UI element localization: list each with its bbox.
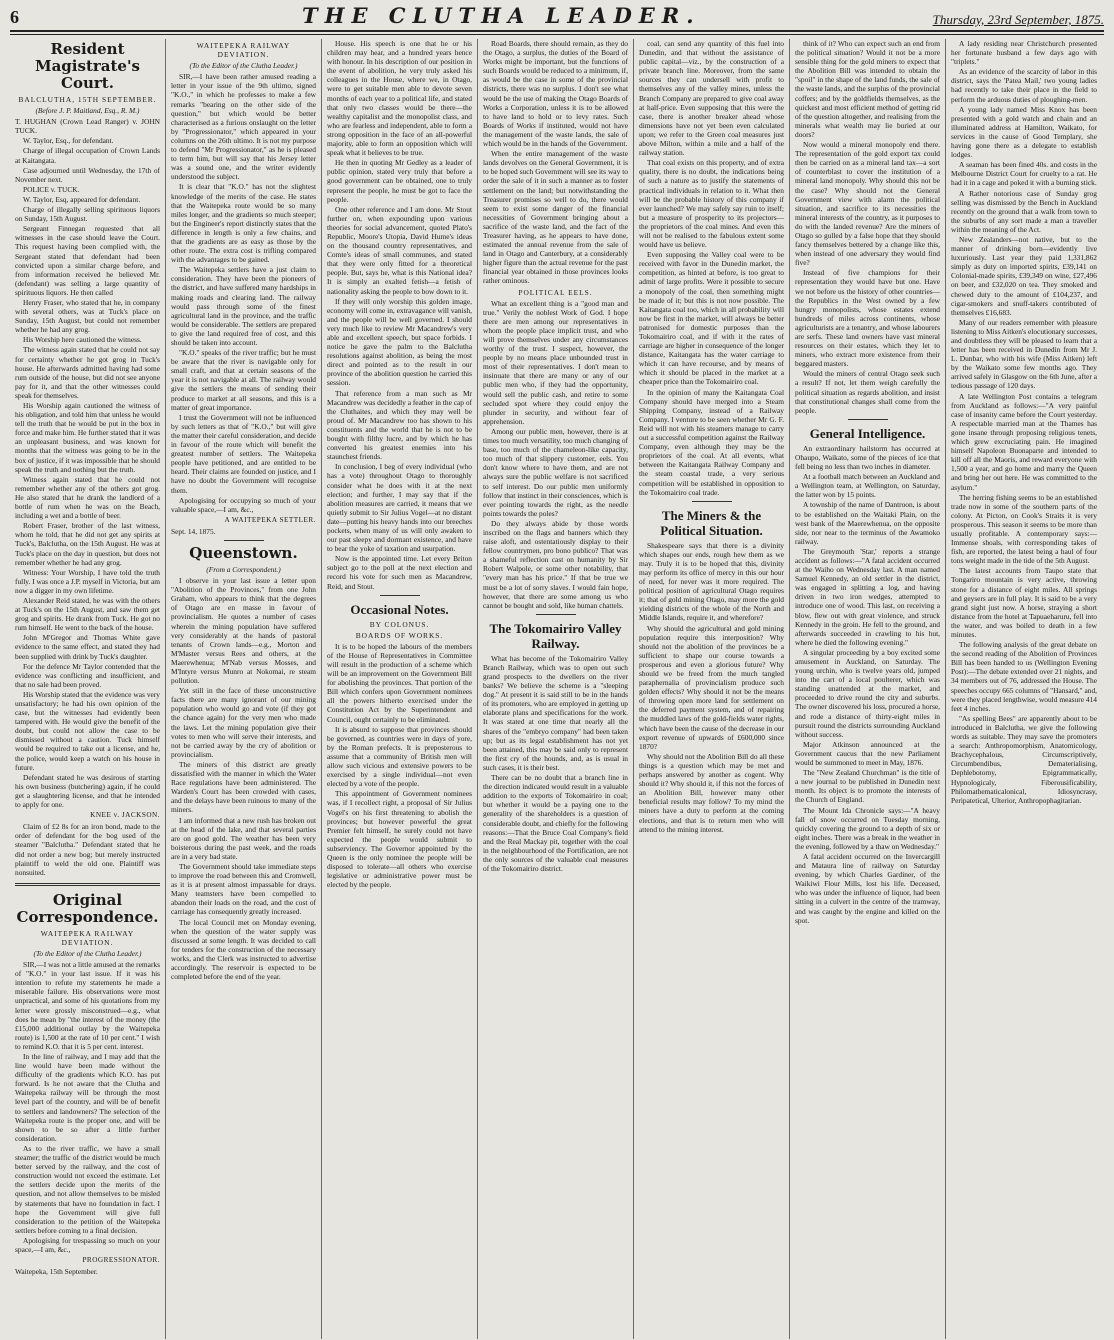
paragraph: It is absurd to suppose that provinces should be governed, as countries were in days of yore, by the Roman prefects. It is preposterous to assume that a community of British men will allow such vicious and extensive powers to be exercised by a single individual—not even elected by a vote of the people. [327,724,472,789]
speech-article-body [327,39,472,591]
miners-article-continued [795,39,940,415]
paragraph: At a football match between an Auckland and a Wellington team, at Wellington, on Saturday, the latter won by 15 points. [795,472,940,500]
heading-resident-magistrates-court: Resident Magistrate's Court. [34,40,140,92]
heading-tokomairiro-railway: The Tokomairiro Valley Railway. [489,620,622,651]
paragraph: The miners of this district are greatly dissatisfied with the manner in which the Water Race regulations have been administered. The Warden's Court has been crowded with cases, and the delays have been ruinous to many of the miners. [171,759,316,815]
occasional-notes-subhead: BOARDS OF WORKS. [355,630,444,640]
paragraph: Now is the appointed time. Let every Briton subject go to the poll at the next election and record his vote for such men as Macandrew, Reid, and Stout. [327,554,472,591]
paragraph: In the line of railway, and I may add that the line would have been made without the difficulty of the gradients which K.O. has put forward. Is he not aware that the Clutha and Waitepeka railway will be through the most level part of the country, and will be of benefit to settlers and landowners? The selection of the Waitepeka route is the proper one, and will be shown to be so after a little further consideration. [15,1052,160,1143]
miners-article-body [639,541,784,834]
letter-to-editor: (To the Editor of the Clutha Leader.) [33,948,142,958]
short-rule [848,419,888,420]
short-rule [224,540,264,541]
heading-general-intelligence: General Intelligence. [809,425,926,441]
political-eels-body [483,299,628,610]
paragraph: The following analysis of the great debate on the second reading of the Abolition of Provinces Bill has been handed to us (Wellington Evening Post):—The debate extended over 21 nights, and 34 members out of 76, addressed the House. The speeches occupy 665 columns of "Hansard," and, were they placed lengthwise, would measure 414 feet 4 inches. [951,640,1098,713]
paragraph: Robert Fraser, brother of the last witness, whom he told, that he did not get any spirits at Tuck's, Balclutha, on the 15th August. He was at Tuck's place on the day in question, but does not remember whether he had any grog. [15,521,160,567]
paragraph: Witness: Your Worship, I have told the truth fully. I was once a J.P. myself in Victoria, but am now a digger in my own lifetime. [15,567,160,595]
heading-miners-political-situation: The Miners & the Political Situation. [660,507,763,538]
paragraph: A Rather notorious case of Sunday grog selling was dismissed by the Bench in Auckland recently on the ground that a walk from town to the suburbs of any sort made a man a traveller within the meaning of the Act. [951,188,1097,234]
paragraph: This appointment of Government nominees was, if I recollect right, a proposal of Sir Julius Vogel's on his first threatening to abolish the provinces; but however powerful the great Premier felt himself, he surely could not have expected the people would submit to subserviency. The Governor appointed by the Queen is the only nominee the people will be disposed to tolerate—all others who exercise legislative or administrative power must be elected by the people. [327,789,472,890]
column-5 [634,39,790,1339]
paragraph: In conclusion, I beg of every individual (who has a vote) throughout Otago to thoroughly consider what he does with it at the next election; and further, I may say that if the abolition measures are carried, it means that we quietly submit to Sir Julius Vogel—at no distant date—putting his heavy hands into our breeches pockets, when many of us will only awaken to our past sleepy and dormant existence, and have to bear the yoke of taxation and usurpation. [327,462,472,554]
court-case-2: KNEE v. JACKSON. [90,811,160,820]
paragraph: I am informed that a new rush has broken out at the head of the lake, and that several parties are on good gold. The weather has been very boisterous during the past week, and the roads are in a very bad state. [171,815,316,861]
paragraph: W. Taylor, Esq., for defendant. [23,136,114,146]
newspaper-title: THE CLUTHA LEADER. [302,3,701,28]
paragraph: If they will only worship this golden image, economy will come in, extravagance will vanish, and the people will be well governed. I should very much like to review Mr Macandrew's very able and excellent speech, but space forbids. I notice he gave the palm to the Balclutha resolutions against abolition, as being the most direct and pointed as to the result in our province of the abolition question he carried this session. [327,296,472,388]
letter-2-signoff: A WAITEPEKA SETTLER. [224,515,316,524]
masthead [10,3,1104,32]
paragraph: Why should the agricultural and gold mining population require this interposition? Why should not the abolition of the provinces be a sufficient to shape our course towards a prosperous and even a glorious future? Why should we be freed from the much tangled paraphernalia of provincialism produce such golden effects? Why should it not be the means of throwing open more land for settlement on the deferred payment system, and of repairing the muddled laws of the gold-fields water rights, which have been the cause of the decrease in our export revenue of upwards of £600,000 since 1870? [639,623,784,751]
column-7 [946,39,1102,1339]
letter-2-date: Sept. 14, 1875. [171,526,216,536]
paragraph: W. Taylor, Esq, appeared for defendant. [23,194,141,204]
paragraph: What an excellent thing is a "good man and true." Verily the noblest Work of God. I hope there are men among our representatives in whom the people place implicit trust, and who will prove themselves under any circumstances worthy of the trust. I suspect, however, the people by no means place unbounded trust in most of their representatives. I don't mean to insinuate that there are many or any of our public men who, if they had the opportunity, would sell the public cash, and retire to some secluded spot where they could enjoy the plunder in security, and without fear of apprehension. [483,298,628,426]
heading-queenstown: Queenstown. [189,543,298,562]
letter-place: Waitepeka, 15th September. [15,1267,98,1277]
political-eels-subhead: POLITICAL EELS. [518,287,593,297]
short-rule [536,614,576,615]
court-report [15,136,160,809]
paragraph: Yet still in the face of these unconstructive facts there are many ignorant of our mining population who would go and vote (if they got the chance again) for the very men who made the laws. Let the mining population give their votes to men who will serve their interests, and not be carried away by the cry of abolition or provincialism. [171,686,316,759]
paragraph: coal, can send any quantity of this fuel into Dunedin, and that without the assistance of public capital—viz., by the construction of a private branch line. Moreover, from the same sources they can undersell with profit to themselves any of the valley mines, unless the Branch Company are prepared to give coal away at half-price. Even supposing that this were the case, there is another breaker ahead whose dimensions have not yet been even calculated upon; we refer to the Green coal measures just above Milton, within a mile and a half of the railway station. [639,39,784,158]
paragraph: That coal exists on this property, and of extra quality, there is no doubt, the indications being of such a nature as to justify the statements of practical individuals in relation to it. What then will be the probable history of this company if ever launched? We may safely say ruin to itself; but a measure of prosperity to its projectors—the proprietors of the coal mines. And even this will not be realised to the fabulous extent some would have us believe. [639,158,784,250]
paragraph: Do they always abide by those words inscribed on the flags and banners which they raise aloft, and ostentatiously display to their fellow countrymen, pro bono publico? That was a shameful reflection cast on humanity by Sir Robert Walpole, or some other notability, that "every man has his price." If that be true we must be a lot of sorry slaves. I would fain hope, however, that there are some among us who cannot be bought and sold, like human chattels. [483,518,628,610]
letter-body [15,960,160,1254]
paragraph: Defendant stated he was desirous of starting his own business (butchering) again, if he could get a slaughtering license, and that he intended to apply for one. [15,772,160,810]
paragraph: Many of our readers remember with pleasure listening to Miss Aitken's elocutionary successes, and doubtless they will be pleased to learn that a letter has been received in Dunedin from Mr J. L. Dunbar, who with his wife (Miss Aitken) left by the Waikato some few months ago. They arrived safely in Glasgow on the 6th June, after a tedious passage of 120 days. [951,317,1097,391]
short-rule [692,501,732,502]
paragraph: What has become of the Tokomairiro Valley Branch Railway, which was to open out such grand prospects to the dwellers on the river banks? We believe the scheme is a "sleeping dog." At present it is said still to be in the hands of its promoters, who are employed in getting up elaborate plans and specifications for the work. It was stated at one time that nearly all the shares of the "embryo company" had been taken up; but as its legal establishment has not yet been attained, this may be said only to represent the first cry of the hounds, and, as is usual in such cases, it is their best. [483,653,628,772]
short-rule [380,595,420,596]
paragraph: As to the river traffic, we have a small steamer; the traffic of the district would be much better served by the railway, and the cost of construction would not exceed the estimate. Let the settlers decide upon the merits of the question, and not allow themselves to be misled by statements that have no foundation in fact. I hope the Government will give full consideration to the petition of the Waitepeka settlers before coming to a final decision. [15,1143,160,1235]
paragraph: Why should not the Abolition Bill do all these things is a question which may be met and perhaps answered by another as cogent. Why should it? Why should it, if this not the forces of an Abolition Bill, however many other beneficial results may follow? To my mind the miners have a duty to perform at the coming elections, and that is to return men who will attend to the mining interest. [639,751,784,834]
paragraph: Even supposing the Valley coal were to be received with favor in the Dunedin market, the competition, as hinted at before, is too great to admit of large profits. Were it possible to secure a monopoly of the coal, then something might be made of it; but this is not now possible. The Kaitangata coal too, which in all probability will now be first in the market, will always be better patronised for domestic purposes than the Tokomairiro coal, and if with it the rates of carriage are higher in consequence of the longer distance, Kaitangata has the water carriage to which it can have recourse, and by means of which it should be placed in the market at a cheaper price than the Tokomairiro coal. [639,250,784,387]
paragraph: The witness again stated that he could not say for certainty whether he got grog in Tuck's house. He afterwards admitted having had some rum outside of the house, but did not see anyone pay for it, and that the other witnesses could speak for themselves. [15,345,160,400]
queenstown-body [171,576,316,981]
paragraph: It is clear that "K.O." has not the slightest knowledge of the merits of the case. He states that the Waitepeka route would be so many miles longer, and the gradients so much steeper; but the Engineer's report distinctly states that the difference in length is only a few chains, and that the gradients are as easy as those by the other route. The extra cost is trifling compared with the advantages to be gained. [171,182,316,265]
paragraph: When the entire management of the waste lands devolves on the General Government, it is to be hoped such Government will see its way to order the sale of it in such a manner as to foster settlement on the land; but notwithstanding the Treasurer promises so well to do, there would seem to exist some danger of the financial necessities of Government bringing about a sacrifice of the waste land, and the fact of the Treasurer having, as he appears to have done, estimated the annual revenue from the sale of land in Otago and Canterbury, at a considerably higher figure than the actual revenue for the past financial year obtained in those provinces looks rather ominous. [483,149,628,286]
letter-2-subject: WAITEPEKA RAILWAY DEVIATION. [196,41,291,60]
occasional-notes-byline: BY COLONUS. [369,619,430,629]
paragraph: Apologising for occupying so much of your valuable space,—I am, &c., [171,495,316,514]
paragraph: SIR,—I have been rather amused reading a letter in your issue of the 9th ultimo, signed "K.O.," in which he professes to make a few remarks "bearing on the other side of the question," but which would be better characterised as a furious onslaught on the letter by "Progressionator," which appeared in your columns on the 26th ultimo. It is not my purpose to defend "Mr Progressionator," as he is pleased to term him, but will say that his Jersey letter was a sound one, and the writer evidently understood the subject. [171,72,316,182]
paragraph: Road Boards, there should remain, as they do the Otago, a surplus, the duties of the Board of Works might be important, but the functions of such Boards would be reduced to a minimum, if, as would be the case in some of the provincial districts, there was no surplus. I don't see what would be the use of making the Otago Boards of Works a Corporation, unless it is to be allowed to have land to hold or to levy rates. Such Boards of Works if instituted, would not have the management of the waste lands, the sale of which would be in the hands of the Government. [483,39,628,149]
paragraph: A lady residing near Christchurch presented her fortunate husband a few days ago with "triplets." [951,39,1097,67]
tokomairiro-body [483,654,628,873]
paragraph: The Government should take immediate steps to improve the road between this and Cromwell, as it is at present almost impassable for drays. Many teamsters have been compelled to abandon their loads on the road, and the cost of carriage has consequently greatly increased. [171,861,316,917]
court-dateline: BALCLUTHA, 15TH SEPTEMBER. [18,95,157,104]
paragraph: The Mount Ida Chronicle says:—"A heavy fall of snow occurred on Tuesday morning, quickly covering the ground to a depth of six or eight inches. There was a break in the weather in the evening, followed by a thaw on Wednesday." [795,805,940,851]
paragraph: As an evidence of the scarcity of labor in this district, says the 'Patea Mail,' two young ladies had recently to take their place in the field to perform the arduous duties of ploughing-men. [951,67,1097,104]
paragraph: I trust the Government will not be influenced by such letters as that of "K.O.," but will give the matter their careful consideration, and decide in favour of the route which will benefit the greatest number of settlers. The Waitepeka people have petitioned, and are entitled to be heard. Their claims are founded on justice, and I have no doubt the Government will recognise them. [171,412,316,495]
paragraph: Charge of illegally selling spirituous liquors on Sunday, 15th August. [15,205,160,224]
paragraph: It is to be hoped the labours of the members of the House of Representatives in Committee will result in the production of a scheme which will be an improvement on the Government Bill for abolishing the provinces. That portion of the Bill which confers upon Government nominees all the powers hitherto exercised under the Constitution Act by the Superintendent and Council, ought certainly to be eliminated. [327,641,472,724]
paragraph: Now would a mineral monopoly end there. The representation of the gold export tax could then be carried on as a mineral land tax—a sort of counterblast to cover the institution of a mineral land monopoly. Why should this not be the case? Why should not the General Government view with alarm the political situation, and sacrifice to its necessities the mineral interests of the country, as it purposes to do with the landed revenue? Are the miners of Otago so gulled by a false hope that they should fancy themselves bettered by a change like this, when instead of one adversary they would find five? [795,140,940,268]
court-case-2-text: Claim of £2 8s for an iron bond, made to the order of defendant for the bog used of the steamer "Balclutha." Defendant stated that he did not order a new bog; but merely instructed plaintiff to weld the old one. Plaintiff was nonsuited. [15,822,160,877]
paragraph: Witness again stated that he could not remember whether any of the others got grog. He also stated that he drank the landlord of a bottle of rum when he was on the Beach, including a wet and a bottle of beer. [15,474,160,521]
letter-signoff: PROGRESSIONATOR. [82,1256,160,1265]
court-case-1: T. HUGHAN (Crown Lead Ranger) v. JOHN TUCK. [15,117,160,136]
letter-subject: WAITEPEKA RAILWAY DEVIATION. [40,928,135,947]
paragraph: One other reference and I am done. Mr Stout further on, when expounding upon various theories for social advancement, quoted Plato's Republic, Moore's Utopia, David Hume's ideas on the thousand country representatives, and Comte's ideas of small communes, and stated that they were only fitted for a theoretical people. But, says he, what is this National idea? It is simply an exalted fetish—a fetish of nationality asking the people to bow down to it. [327,204,472,296]
paragraph: The Waitepeka settlers have a just claim to consideration. They have been the pioneers of the district, and have suffered many hardships in making roads and clearing land. The railway would pass through some of the finest agricultural land in the province, and the traffic would be considerable. The settlers are prepared to give the land required free of cost, and this should be taken into account. [171,265,316,347]
paragraph: His Worship again cautioned the witness of his obligation, and told him that unless he would tell the truth that he would be put in the box in force and make him. He further stated that it was an unpleasant business, and was known for months that the witness was going to be in the box of justice, if it was impossible that he should speak the truth and nothing but the truth. [15,401,160,474]
paragraph: A young lady named Miss Knox has been presented with a gold watch and chain and an illuminated address at Hamilton, Waikato, for services in the cause of Good Templary, she having gone there as a delegate to establish lodges. [951,104,1097,160]
paragraph: Henry Fraser, who stated that he, in company with several others, was at Tuck's place on Sunday, 15th August, but could not remember whether he had any grog. [15,297,160,335]
paragraph: New Zealanders—not native, but to the manner of drinking born—evidently live luxuriously. Last year they paid 1,331,862 simply as duty on imported spirits, £39,141 on Colonial-made spirits, £39,349 on wine, £27,496 on beer, and £32,020 on tea. They smoked and chewed duty to the amount of £104,237, and cigar-smokers and snuff-takers contributed of themselves £16,683. [951,234,1097,317]
paragraph: The latest accounts from Taupo state that Tongariro mountain is very active, throwing stone for a distance of eight miles. All springs and geysers are in full play. It is said to be a very grand sight just now. A horse, straying a short distance from the hotel at Tapuaeharuru, fell into the water, and was boiled to death in a few minutes. [951,566,1097,639]
paragraph: His Worship here cautioned the witness. [23,335,142,345]
paragraph: A fatal accident occurred on the Invercargill and Mataura line of railway on Saturday evening, by which Charles Gardiner, of the Waikiwi Flour Mills, lost his life. Deceased, who was under the influence of liquor, had been sitting in a culvert in the centre of the tramway, and was caught by the engine and killed on the spot. [795,851,940,925]
paragraph: The herring fishing seems to be an established trade now in some of the southern parts of the colony. At Picton, on Cook's Straits it is very prosperous. This season it seems to be more than usually profitable. A contemporary says:—Immense shoals, with corresponding takes of fish, are reported, the latest being a haul of four tons weight made in the tide of the 5th August. [951,492,1097,566]
paragraph: Sergeant Finnegan requested that all witnesses in the case should leave the Court. This request having been complied with, the Sergeant stated that defendant had been convicted upon a similar charge before, and from information received he believed Mr. (defendant) was selling a large quantity of spirituous liquors. He then called [15,224,160,297]
page-number: 6 [10,7,19,27]
paragraph: There can be no doubt that a branch line in the direction indicated would result in a valuable addition to the exports of Tokomairiro in coal; but whether it would be a paying one to the generality of the shareholders is a question of considerable doubt, and chiefly for the following reasons:—That the Bruce Coal Company's field and the Real Mackay pit, together with the coal in the neighbourhood of the Fortification, are not the only sources of the valuable coal measures of the Tokomairiro district. [483,773,628,873]
letter-2-body [171,72,316,514]
paragraph: The Greymouth 'Star,' reports a strange accident as follows:—"A fatal accident occurred at the Waiho on Wednesday last. A man named Samuel Kennedy, an old settler in the district, was engaged in splitting a log, and having driven in two iron wedges, attempted to introduce one of wood. This last, on receiving a blow, flew out with great violence, and struck Kennedy in the groin. He fell to the ground, and afterwards succeeded in crawling to his hut, where he died the following evening." [795,546,940,647]
paragraph: Apologising for trespassing so much on your space,—I am, &c., [15,1235,160,1254]
boards-of-works-body [483,39,628,286]
queenstown-byline: (From a Correspondent.) [206,564,281,574]
paragraph: Alexander Reid stated, he was with the others at Tuck's on the 15th August, and saw them get grog and spirits. He drank from Tuck. He got no rum himself. He went to the back of the house. [15,595,160,633]
general-intelligence-items [795,444,940,925]
paragraph: The local Council met on Monday evening, when the question of the water supply was discussed at some length. It was decided to call for tenders for the construction of the necessary works, and the Clerk was instructed to advertise accordingly. The reservoir is expected to be completed before the end of the year. [171,917,316,982]
paragraph: POLICE v. TUCK. [23,184,80,194]
masthead-rule [10,34,1104,35]
issue-date: Thursday, 23rd September, 1875. [932,12,1104,27]
letter-2-to-editor: (To the Editor of the Clutha Leader.) [189,61,298,71]
paragraph: His Worship stated that the evidence was very unsatisfactory; he had his own opinion of the case, but the witnesses had evidently been tampered with. He would give the benefit of the doubt, but could not allow the case to be dismissed without a caution. Tuck himself would be required to take out a license, and he, the police, would keep a watch on his house in future. [15,689,160,772]
coal-article-body [639,39,784,497]
heading-occasional-notes: Occasional Notes. [350,601,449,617]
occasional-notes-body [327,642,472,890]
paragraph: "K.O." speaks of the river traffic; but he must be aware that the river is navigable only for small craft, and that at certain seasons of the year it is not navigable at all. The railway would give the settlers the means of sending their produce to market at all seasons, and this is a matter of great importance. [171,348,316,412]
paragraph: I observe in your last issue a letter upon "Abolition of the Provinces," from one John Graham, who appears to think that the degrees of Otago are en masse in favour of provincialism. He quotes a number of cases wherein the mining population have suffered very considerably at the hands of pastoral tenants of Crown lands—e.g., Morton and M'Master versus Rees and others, at the Maerewhenua; M'Nab versus Mosses, and M'Intyre versus Munro at Nokomai, re steam pollution. [171,576,316,686]
court-before: (Before J. P. Maitland, Esq., R. M.) [35,106,140,116]
news-paragraphs [951,39,1097,805]
paragraph: "As spelling Bees" are apparently about to be introduced in Balclutha, we give the following words as suitable. They may save the promoters a search: Anthropomorphism, Anatomicology, Brachycephalous, Circumscriptively, Circumbendibus, Dematerialising, Dephlebotomy, Epigrammatically, Hypnologicaly, Fiberousificability, Philomathematicalonical, Idiosyncrasy, Peripatetical, Ulterior, Anthropophagitarian. [951,713,1097,805]
paragraph: A singular proceeding by a boy excited some amusement in Auckland, on Saturday. The young urchin, who is twelve years old, jumped into the cart of a local poulterer, which was standing unattended at the market, and proceeded to drive round the city and suburbs. The owner discovered his loss, procured a horse, and rode a distance of thirty-eight miles in pursuit round the districts surrounding Auckland without success. [795,647,940,739]
column-3 [322,39,478,1339]
paragraph: Among our public men, however, there is at times too much versatility, too much changing of base, too much of the chameleon-like capacity, too much of that slippery customer, eels. You don't know where to have them, and are not always sure the public welfare is not sacrificed to self interest. Do our public men uniformly follow that instinct in their consciences, which is ever pointing towards the right, as the needle points towards the poles? [483,426,628,518]
paragraph: Major Atkinson announced at the Government caucus that the new Parliament would be summoned to meet in May, 1876. [795,739,940,768]
paragraph: Shakespeare says that there is a divinity which shapes our ends, rough hew them as we may. Truly it is to be hoped that this, divinity may perform its office of mercy in this our hour of need, for never was it more required. The political position of agricultural Otago requires it; that of gold mining Otago, may more the gold yielding districts of the whole of the North and Middle Islands, require it, and wherefore? [639,540,784,623]
paragraph: The "New Zealand Churchman" is the title of a new journal to be published in Dunedin next month. Its object is to promote the interests of the Church of England. [795,768,940,805]
paragraph: SIR,—I was not a little amused at the remarks of "K.O." in your last issue. If it was his intention to refute my statements he made a miserable failure. His observations were most unpractical, and some of his quotations from my letter were grossly misconstrued—e.g., what does he mean by "the interest of the money (the £15,000 additional outlay by the Waitepeka route) is 1,500 at the rate of 10 per cent." I wish to remind K.O. that it is 5 per cent. interest. [15,960,160,1051]
column-2 [166,39,322,1339]
paragraph: think of it? Who can expect such an end from the political situation? Would it not be a more sensible thing for the gold miners to expect that the Abolition Bill was intended to obtain the "spoil" in the shape of the land funds, the sale of the waste lands, and the surplus of the provincial coffers; and by the goldfields themselves, as the quickest and most efficient method of getting rid of the question altogether, and realising from the minerals what wealth may lie buried at our doors? [795,39,940,139]
paragraph: A township of the name of Dantroon, is about to be established on the Waitaki Plain, on the west bank of the Maerewhenua, on the opposite side, nor near to the terminus of the Awamoko railway. [795,500,940,546]
paragraph: John M'Gregor and Thomas White gave evidence to the same effect, and stated they had been supplied with drink by Tuck's daughter. [15,633,160,661]
paragraph: For the defence Mr Taylor contended that the evidence was conflicting and insufficient, and that no sale had been proved. [15,661,160,689]
paragraph: Would the miners of central Otago seek such a result? If not, let them weigh carefully the political situation as regards abolition, and insist that constitutional changes shall come from the people. [795,369,940,415]
column-4 [478,39,634,1339]
section-divider [15,883,160,886]
heading-original-correspondence: Original Correspondence. [16,890,159,926]
paragraph: Case adjourned until Wednesday, the 17th of November next. [15,165,160,184]
paragraph: A late Wellington Post contains a telegram from Auckland as follows:—"A very painful case of insanity came before the Court yesterday. A respectable married man at the Thames has gone insane through proposing religious tenets, which grew excruciating pain. He imagined himself Napoleon Buonaparte and intended to kill off all the Maoris, and reward everyone with 1,500 a year, and go home and marry the Queen and bring her out here. He was committed to the asylum." [951,391,1097,492]
paragraph: An extraordinary hailstorm has occurred at Ohaupo, Waikato, some of the pieces of ice that fell being no less than two inches in diameter. [795,443,940,472]
column-6 [790,39,946,1339]
paragraph: Instead of five champions for their representation they would have but one. Have we not before us the history of other countries—the Republics in the West owned by a few hungry monopolists, whose estates extend hundreds of miles across continents, whose agriculturists are a tenantry, and whose labourers are serfs. These land owners have vast mineral resources on their estates, which they let to miners, who extract more existence from their beggared masters. [795,268,940,369]
column-1 [10,39,166,1339]
paragraph: In the opinion of many the Kaitangata Coal Company should have merged into a Steam Shipping Company, instead of a Railway Company. I venture to be seen whether Mr G. F. Reid will not with his steamers manage to carry out a successful competition against the Railway Company, even although they may be the proprietors of the coal. At all events, what between the Kaitangata Railway Company and the steam coastal trade, a very serious competition will be established in opposition to the Tokomairiro coal trade. [639,387,784,497]
paragraph: A seaman has been fined 40s. and costs in the Melbourne District Court for cruelty to a rat. He had it in a cage and poked it with a burning stick. [951,160,1097,188]
columns [10,39,1104,1339]
paragraph: House. His speech is one that he or his children may hear, and a hundred years hence with honour. In his description of our position in the event of abolition, he very truly asked his colleagues in the House, where we, in Otago, were to get suitable men able to devote seven months of each year to a political life, and stated that only two classes would be there—the wealthy capitalist and the monopolist class, and who are fearless and independent, able to form a strong opposition in the face of an all-powerful majority, able to form an opposition which will speak what it believes to be true. [327,39,472,158]
paragraph: Charge of illegal occupation of Crown Lands at Kaitangata. [15,146,160,165]
paragraph: That reference from a man such as Mr Macandrew was decidedly a feather in the cap of the Cluthaites, and which they may well be proud of. Mr Macandrew too has shown to his constituents and the world that he is not to be bought with filthy lucre, and by which he has converted his greatest enemies into his staunchest friends. [327,388,472,462]
paragraph: He then in quoting Mr Gedley as a leader of public opinion, stated very truly that before a good government can be obtained, one to truly represent the people, he must be got to face the people. [327,158,472,204]
